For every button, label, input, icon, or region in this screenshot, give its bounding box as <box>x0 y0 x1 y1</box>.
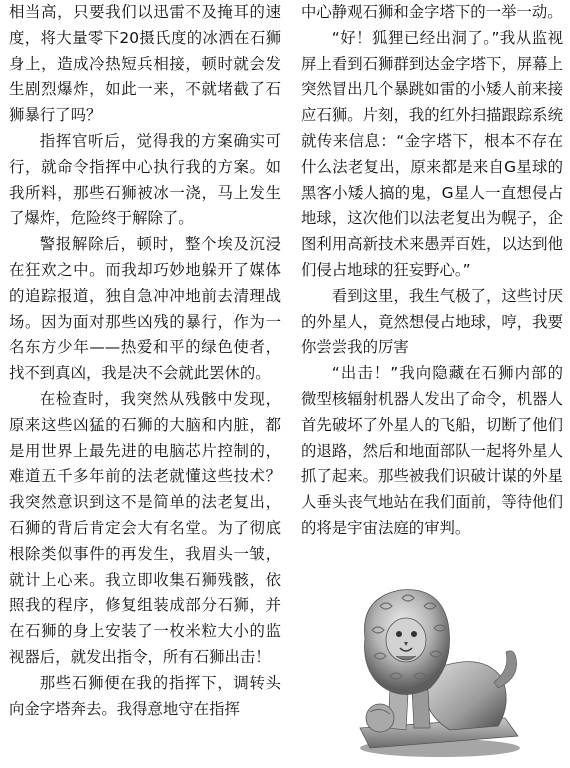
paragraph: 警报解除后，顿时，整个埃及沉浸在狂欢之中。而我却巧妙地躲开了媒体的追踪报道，独自急冲冲地前去清理战场。因为面对那些凶残的暴行，作为一名东方少年——热爱和平的绿色使者，找不到真凶，我是决不会就此罢休的。 <box>9 235 281 383</box>
paragraph: 中心静观石狮和金字塔下的一举一动。 <box>301 3 563 21</box>
column-gutter <box>289 0 290 768</box>
paragraph: 相当高，只要我们以迅雷不及掩耳的速度，将大量零下20摄氏度的冰洒在石狮身上，造成冷热短兵相接，顿时就会发生剧烈爆炸，如此一来，不就堵截了石狮暴行了吗？ <box>9 3 281 125</box>
stone-lion-icon <box>330 578 530 760</box>
paragraph: 看到这里，我生气极了，这些讨厌的外星人，竟然想侵占地球，哼，我要你尝尝我的厉害 <box>301 286 563 357</box>
right-text-column <box>301 0 563 542</box>
left-text-column <box>9 0 281 722</box>
paragraph: 在检查时，我突然从残骸中发现，原来这些凶猛的石狮的大脑和内脏，都是用世界上最先进的电脑芯片控制的，难道五千多年前的法老就懂这些技术？我突然意识到这不是简单的法老复出，石狮的背后肯定会大有名堂。为了彻底根除类似事件的再发生，我眉头一皱，就计上心来。我立即收集石狮残骸，依照我的程序，修复组装成部分石狮，并在石狮的身上安装了一枚米粒大小的监视器后，就发出指令，所有石狮出击！ <box>9 389 281 666</box>
paragraph: “出击！”我向隐藏在石狮内部的微型核辐射机器人发出了命令，机器人首先破坏了外星人的飞船，切断了他们的退路，然后和地面部队一起将外星人抓了起来。那些被我们识破计谋的外星人垂头丧气地站在我们面前，等待他们的将是宇宙法庭的审判。 <box>301 364 563 537</box>
stone-lion-statue-image <box>330 578 530 760</box>
paragraph: 指挥官听后，觉得我的方案确实可行，就命令指挥中心执行我的方案。如我所料，那些石狮被冰一浇，马上发生了爆炸，危险终于解除了。 <box>9 131 281 228</box>
paragraph: “好！狐狸已经出洞了。”我从监视屏上看到石狮群到达金字塔下，屏幕上突然冒出几个暴跳如雷的小矮人前来接应石狮。片刻，我的红外扫描跟踪系统就传来信息：“金字塔下，根本不存在什么法老复出，原来都是来自G星球的黑客小矮人搞的鬼，G星人一直想侵占地球，这次他们以法老复出为幌子，企图利用高新技术来愚弄百姓，以达到他们侵占地球的狂妄野心。” <box>301 28 563 279</box>
paragraph: 那些石狮便在我的指挥下，调转头向金字塔奔去。我得意地守在指挥 <box>9 673 281 718</box>
